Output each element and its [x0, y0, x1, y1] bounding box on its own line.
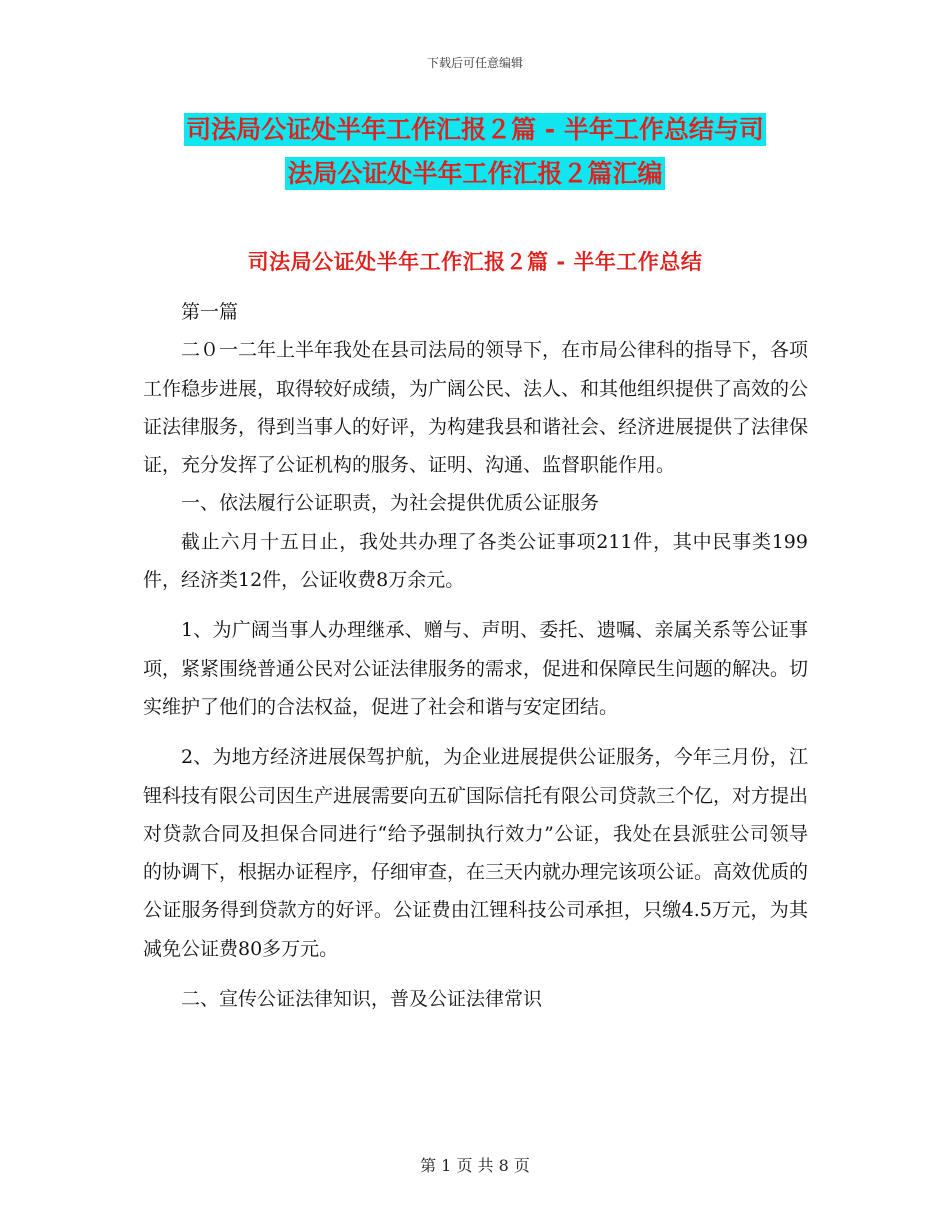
paragraph: 1、为广阔当事人办理继承、赠与、声明、委托、遗嘱、亲属关系等公证事项，紧紧围绕普通公民对公证法律服务的需求，促进和保障民生问题的解决。切实维护了他们的合法权益，促进了社会和谐与安定团结。 [143, 619, 809, 718]
paragraph: 截止六月十五日止，我处共办理了各类公证事项211件，其中民事类199件，经济类12件，公证收费8万余元。 [143, 530, 808, 592]
title-highlight: 司法局公证处半年工作汇报２篇 - 半年工作总结与司 [186, 115, 764, 144]
page-header: 下载后可任意编辑 [426, 56, 523, 70]
paragraph-heading: 二、宣传公证法律知识，普及公证法律常识 [181, 988, 543, 1011]
document-body [143, 293, 808, 1018]
document-title-line-1 [0, 108, 950, 152]
paragraph-heading: 一、依法履行公证职责，为社会提供优质公证服务 [181, 492, 600, 515]
paragraph: 二０一二年上半年我处在县司法局的领导下，在市局公律科的指导下，各项工作稳步进展，取得较好成绩，为广阔公民、法人、和其他组织提供了高效的公证法律服务，得到当事人的好评，为构建我县和谐社会、经济进展提供了法律保证，充分发挥了公证机构的服务、证明、沟通、监督职能作用。 [143, 339, 809, 477]
document-title-line-2 [0, 152, 950, 196]
title-highlight: 法局公证处半年工作汇报２篇汇编 [287, 159, 663, 188]
paragraph: 2、为地方经济进展保驾护航，为企业进展提供公证服务，今年三月份，江锂科技有限公司因生产进展需要向五矿国际信托有限公司贷款三个亿，对方提出对贷款合同及担保合同进行“给予强制执行效力”公证，我处在县派驻公司领导的协调下，根据办证程序，仔细审查，在三天内就办理完该项公证。高效优质的公证服务得到贷款方的好评。公证费由江锂科技公司承担，只缴4.5万元，为其减免公证费80多万元。 [143, 746, 809, 960]
section-title: 司法局公证处半年工作汇报２篇 - 半年工作总结 [247, 250, 703, 274]
page-number: 第 1 页 共 8 页 [420, 1156, 530, 1175]
paragraph-heading: 第一篇 [181, 301, 239, 323]
